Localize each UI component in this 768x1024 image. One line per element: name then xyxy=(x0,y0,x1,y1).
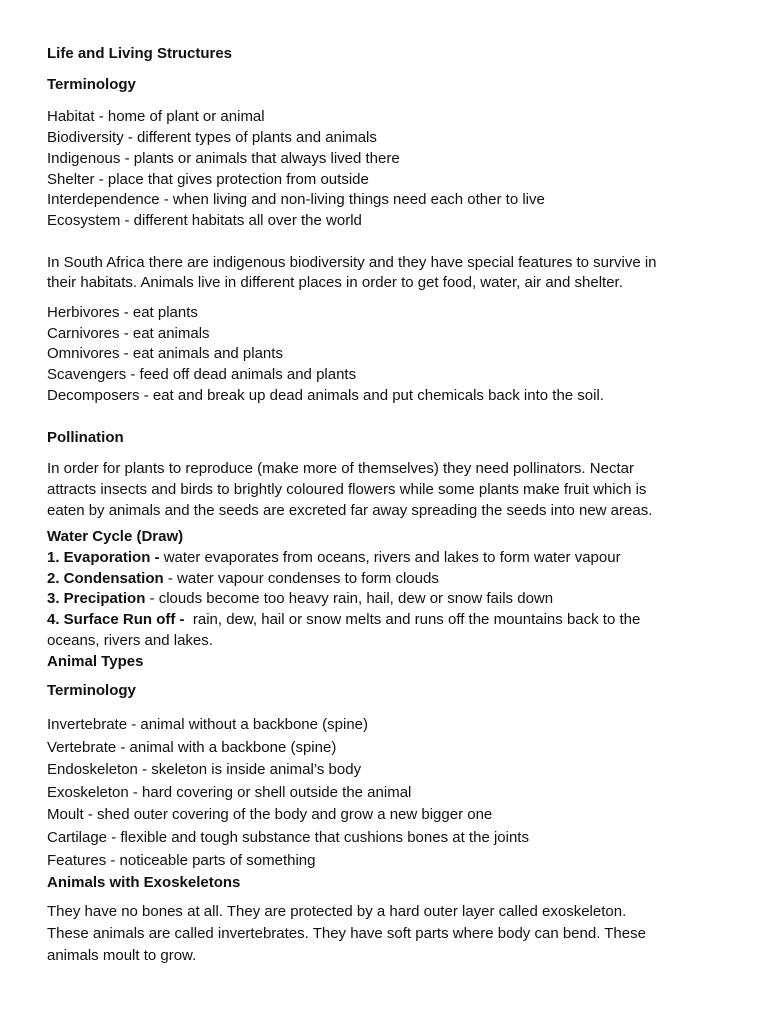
step-text: water evaporates from oceans, rivers and lakes to form water vapour xyxy=(159,549,621,567)
term-shelter: Shelter - place that gives protection from outside xyxy=(47,170,369,188)
term-moult: Moult - shed outer covering of the body and grow a new bigger one xyxy=(47,806,493,824)
feeder-decomposers: Decomposers - eat and break up dead animals and put chemicals back into the soil. xyxy=(47,386,604,404)
step-label: 3. Precipation xyxy=(47,590,146,608)
step-text: - water vapour condenses to form clouds xyxy=(163,569,439,587)
term-ecosystem: Ecosystem - different habitats all over the world xyxy=(47,211,362,229)
paragraph-line: They have no bones at all. They are protected by a hard outer layer called exoskeleton. xyxy=(47,902,627,920)
south-africa-paragraph xyxy=(47,253,727,294)
animal-types-heading: Animal Types xyxy=(47,652,144,670)
paragraph-line: In South Africa there are indigenous biodiversity and they have special features to survive in xyxy=(47,253,657,271)
water-cycle-steps xyxy=(47,548,727,652)
water-cycle-step xyxy=(47,569,727,590)
paragraph-line: animals moult to grow. xyxy=(47,946,197,964)
paragraph-line: These animals are called invertebrates. They have soft parts where body can bend. These xyxy=(47,924,646,942)
term-cartilage: Cartilage - flexible and tough substance that cushions bones at the joints xyxy=(47,828,529,846)
water-cycle-step xyxy=(47,610,727,631)
step-text: - clouds become too heavy rain, hail, dew or snow fails down xyxy=(145,590,554,608)
feeder-omnivores: Omnivores - eat animals and plants xyxy=(47,345,283,363)
feeder-carnivores: Carnivores - eat animals xyxy=(47,324,210,342)
paragraph-line: their habitats. Animals live in different places in order to get food, water, air and shelter. xyxy=(47,274,623,292)
paragraph-line: eaten by animals and the seeds are excreted far away spreading the seeds into new areas. xyxy=(47,501,653,519)
water-cycle-step xyxy=(47,589,727,610)
term-biodiversity: Biodiversity - different types of plants and animals xyxy=(47,129,377,147)
paragraph-line: attracts insects and birds to brightly coloured flowers while some plants make fruit which is xyxy=(47,480,647,498)
exoskeletons-paragraph xyxy=(47,901,727,967)
term-habitat: Habitat - home of plant or animal xyxy=(47,108,265,126)
feeder-herbivores: Herbivores - eat plants xyxy=(47,304,198,322)
terminology-list xyxy=(47,107,727,231)
term-invertebrate: Invertebrate - animal without a backbone (spine) xyxy=(47,715,369,733)
water-cycle-heading: Water Cycle (Draw) xyxy=(47,528,184,546)
step-text: rain, dew, hail or snow melts and runs off the mountains back to the xyxy=(184,611,641,629)
animal-terminology-heading: Terminology xyxy=(47,682,136,700)
pollination-heading: Pollination xyxy=(47,428,124,446)
step-label: 1. Evaporation - xyxy=(47,549,160,567)
terminology-heading: Terminology xyxy=(47,75,136,93)
term-vertebrate: Vertebrate - animal with a backbone (spine) xyxy=(47,738,337,756)
document-page xyxy=(47,44,727,967)
step-label: 4. Surface Run off - xyxy=(47,611,185,629)
exoskeletons-heading: Animals with Exoskeletons xyxy=(47,874,241,892)
pollination-paragraph xyxy=(47,459,727,521)
feeder-scavengers: Scavengers - feed off dead animals and plants xyxy=(47,366,357,384)
term-features: Features - noticeable parts of something xyxy=(47,851,316,869)
feeder-list xyxy=(47,303,727,407)
water-cycle-step xyxy=(47,548,727,569)
term-endoskeleton: Endoskeleton - skeleton is inside animal’s body xyxy=(47,761,362,779)
animal-terminology-list xyxy=(47,714,727,872)
document-title: Life and Living Structures xyxy=(47,45,233,62)
paragraph-line: In order for plants to reproduce (make more of themselves) they need pollinators. Nectar xyxy=(47,460,634,478)
term-indigenous: Indigenous - plants or animals that always lived there xyxy=(47,149,400,167)
term-exoskeleton: Exoskeleton - hard covering or shell outside the animal xyxy=(47,783,412,801)
term-interdependence: Interdependence - when living and non-living things need each other to live xyxy=(47,191,545,209)
water-cycle-continuation: oceans, rivers and lakes. xyxy=(47,631,213,649)
step-label: 2. Condensation xyxy=(47,569,164,587)
